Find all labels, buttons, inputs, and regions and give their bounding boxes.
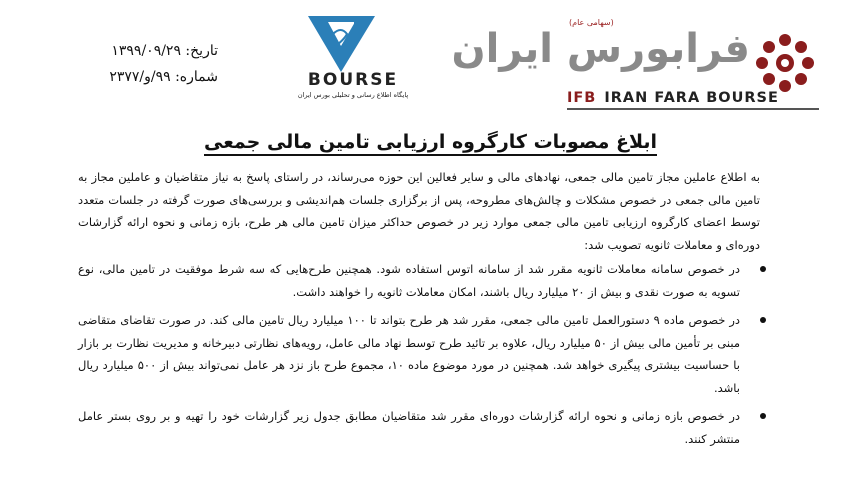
document-date: تاریخ: ۱۳۹۹/۰۹/۲۹ <box>111 43 218 59</box>
intro-paragraph: به اطلاع عاملین مجاز تامین مالی جمعی، نهادهای مالی و سایر فعالین این حوزه می‌رساند، در راستای پاسخ به نیاز متقاضیان و عاملین مجاز به تامین مالی جمعی در خصوص مشکلات و چالش‌های مطروحه، پس از برگزاری جلسات هم‌اندیشی و بررسی‌های صورت گرفته در جلسات متعدد توسط اعضای کارگروه ارزیابی تامین مالی جمعی موارد زیر در خصوص حداکثر میزان تامین مالی هر طرح، بازه زمانی و نحوه ارائه گزارشات دوره‌ای و معاملات ثانویه تصویب شد: <box>78 170 760 252</box>
document-title-text: ابلاغ مصوبات کارگروه ارزیابی تامین مالی جمعی <box>204 131 657 156</box>
fara-logo-divider <box>567 108 819 110</box>
bullet-icon <box>760 413 766 419</box>
document-title <box>0 131 861 153</box>
fara-logo-title: فرابورس ایران <box>451 26 750 72</box>
bullet-icon <box>760 266 766 272</box>
list-item <box>78 309 768 399</box>
list-item <box>78 405 768 450</box>
bourse-logo-word: BOURSE <box>307 70 399 90</box>
fara-logo-tag: (سهامی عام) <box>569 18 614 27</box>
document-meta <box>88 38 218 90</box>
list-item-text: در خصوص ماده ۹ دستورالعمل تامین مالی جمعی، مقرر شد هر طرح بتواند تا ۱۰۰ میلیارد ریال تامین مالی کند. در صورت تقاضای متقاضی مبنی بر تأمین مالی بیش از ۵۰ میلیارد ریال، علاوه بر تائید طرح توسط نهاد مالی عامل، رویه‌های نظارتی دبیرخانه و مدیریت نظارت بر بازار با حساسیت بیشتری پیگیری خواهد شد. همچنین در مورد موضوع ماده ۱۰، مجموع طرح باز نزد هر عامل نمی‌تواند بیش از ۵۰۰ میلیارد ریال باشد. <box>78 313 741 395</box>
bullet-icon <box>760 317 766 323</box>
list-item <box>78 258 768 303</box>
list-item-text: در خصوص بازه زمانی و نحوه ارائه گزارشات دوره‌ای مقرر شد متقاضیان مطابق جدول زیر گزارشات خود را تهیه و بر روی بستر عامل منتشر کنند. <box>78 409 740 446</box>
fara-logo-ifb: IFB <box>567 90 597 106</box>
document-number: شماره: ۹۹/و/۲۳۷۷ <box>109 69 218 85</box>
fara-emblem-icon <box>752 30 818 96</box>
fara-logo-subtitle <box>567 90 817 106</box>
bourse-logo-subtitle: پایگاه اطلاع رسانی و تحلیلی بورس ایران <box>297 91 409 99</box>
fara-logo-english: IRAN FARA BOURSE <box>604 90 779 106</box>
list-item-text: در خصوص سامانه معاملات ثانویه مقرر شد از سامانه اتوس استفاده شود. همچنین طرح‌هایی که سه شرط موفقیت در تامین مالی، نوع تسویه به صورت نقدی و بیش از ۲۰ میلیارد ریال باشند، امکان معاملات ثانویه را خواهند داشت. <box>78 262 740 299</box>
bullet-list <box>78 258 760 450</box>
document-body <box>78 166 760 456</box>
